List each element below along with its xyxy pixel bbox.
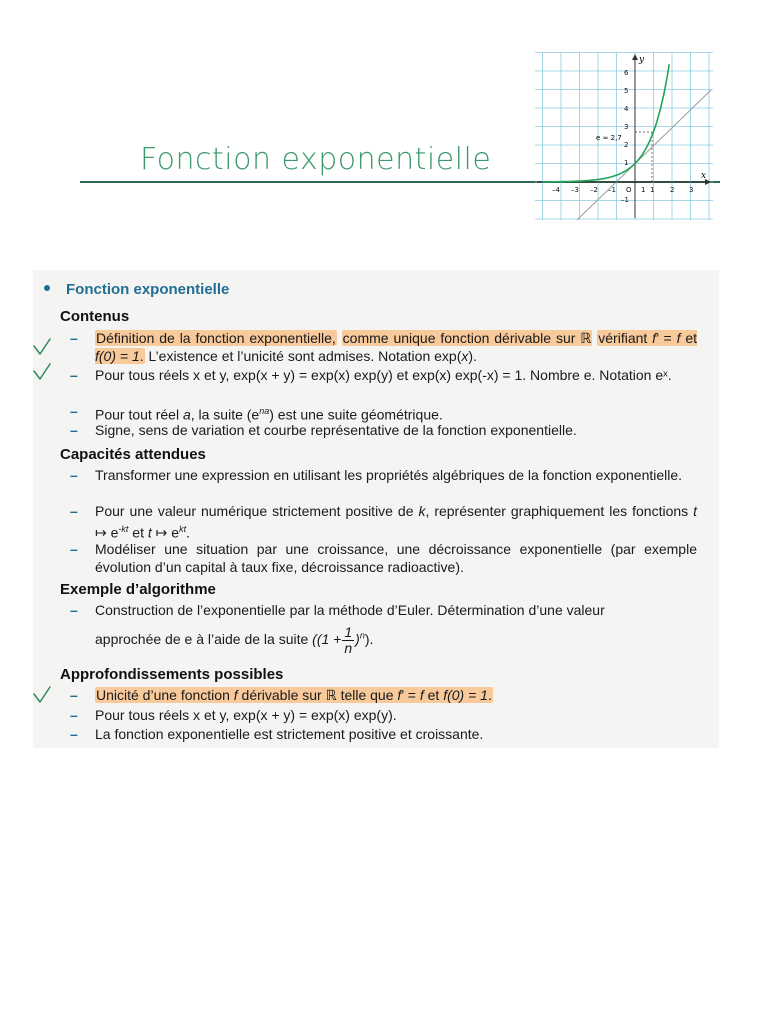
highlight: comme unique fonction dérivable sur ℝ bbox=[342, 330, 592, 346]
y-tick: 1 bbox=[624, 159, 629, 167]
dash: – bbox=[70, 503, 78, 519]
x-tick-1-alt: 1 bbox=[650, 186, 655, 194]
x-tick: –4 bbox=[552, 186, 560, 194]
contenus-item-4: – Signe, sens de variation et courbe représentative de la fonction exponentielle. bbox=[70, 422, 577, 438]
x-tick-labels bbox=[552, 186, 693, 194]
approfondissements-item-1 bbox=[70, 686, 697, 704]
section-approfondissements: Approfondissements possibles bbox=[60, 666, 284, 683]
fraction-1-over-n: $\frac{1}{n}$ bbox=[344, 624, 353, 656]
exponential-graph bbox=[535, 52, 713, 220]
dash: – bbox=[70, 467, 78, 483]
check-mark-icon bbox=[32, 338, 52, 356]
section-capacites: Capacités attendues bbox=[60, 446, 206, 463]
capacites-item-1: – Transformer une expression en utilisant les propriétés algébriques de la fonction exponentielle. bbox=[70, 467, 683, 483]
check-mark-icon bbox=[32, 686, 52, 704]
dash: – bbox=[70, 367, 78, 383]
dash: – bbox=[70, 330, 78, 346]
page-title: Fonction exponentielle bbox=[140, 142, 492, 177]
y-tick: –1 bbox=[621, 196, 629, 204]
dash: – bbox=[70, 687, 78, 703]
dash: – bbox=[70, 602, 78, 618]
dash: – bbox=[70, 707, 78, 723]
e-guide-lines bbox=[635, 132, 652, 182]
dash: – bbox=[70, 403, 78, 419]
approfondissements-item-2: – Pour tous réels x et y, exp(x + y) = exp(x) exp(y). bbox=[70, 707, 397, 723]
e-label: e ≈ 2,7 bbox=[596, 134, 622, 142]
highlight: vérifiant f’ = f et f(0) = 1. bbox=[95, 330, 698, 364]
y-tick: 2 bbox=[624, 141, 629, 149]
check-mark-icon bbox=[32, 363, 52, 381]
dash: – bbox=[70, 422, 78, 438]
x-tick: 2 bbox=[670, 186, 675, 194]
section-algorithme: Exemple d’algorithme bbox=[60, 581, 216, 598]
syllabus-heading-text: Fonction exponentielle bbox=[66, 281, 230, 298]
y-axis-arrow bbox=[632, 54, 638, 60]
graph-grid bbox=[535, 52, 713, 220]
x-tick: 3 bbox=[689, 186, 694, 194]
y-tick: 3 bbox=[624, 123, 629, 131]
y-tick: 4 bbox=[624, 105, 629, 113]
origin-label: O bbox=[626, 186, 632, 194]
bullet-dot bbox=[44, 285, 50, 291]
dash: – bbox=[70, 726, 78, 742]
capacites-item-3: – Modéliser une situation par une croissance, une décroissance exponentielle (par exemple évolution d’un capital à taux fixe, décroissance radioactive). bbox=[70, 541, 697, 575]
y-tick: 5 bbox=[624, 87, 629, 95]
y-axis-label: y bbox=[639, 55, 645, 65]
approfondissements-item-3: – La fonction exponentielle est strictement positive et croissante. bbox=[70, 726, 484, 742]
x-tick: –3 bbox=[571, 186, 579, 194]
syllabus-heading bbox=[44, 281, 229, 298]
contenus-item-2: – Pour tous réels x et y, exp(x + y) = exp(x) exp(y) et exp(x) exp(-x) = 1. Nombre e. Notation eˣ. bbox=[70, 367, 672, 383]
contenus-item-1: – Définition de la fonction exponentielle, comme unique fonction dérivable sur ℝ vérifiant f’ = f et f(0) = 1. L’existence et l’unicité sont admises. Notation exp(x). bbox=[70, 330, 698, 364]
capacites-item-2: – Pour une valeur numérique strictement positive de k, représenter graphiquement les fonctions t ↦ $e^{-kt}$ et t ↦ $e^{kt}$. bbox=[70, 503, 697, 541]
x-axis-label: x bbox=[701, 171, 707, 181]
x-tick: –2 bbox=[590, 186, 598, 194]
x-tick: –1 bbox=[608, 186, 616, 194]
dash: – bbox=[70, 541, 78, 557]
y-tick: 6 bbox=[624, 69, 629, 77]
highlight: Définition de la fonction exponentielle, bbox=[96, 330, 336, 346]
algorithme-item-1: – Construction de l’exponentielle par la méthode d’Euler. Détermination d’une valeur approchée de e à l’aide de la suite ((1 + $\frac{1}{n}$ )$^n$). bbox=[70, 602, 605, 656]
exponential-curve bbox=[543, 64, 670, 182]
x-tick: 1 bbox=[641, 186, 646, 194]
contenus-item-3: – Pour tout réel a, la suite $(e^{na})$ est une suite géométrique. bbox=[70, 403, 443, 423]
section-contenus: Contenus bbox=[60, 308, 130, 325]
highlight: Unicité d’une fonction f dérivable sur ℝ telle que f’ = f et f(0) = 1. bbox=[96, 687, 492, 703]
